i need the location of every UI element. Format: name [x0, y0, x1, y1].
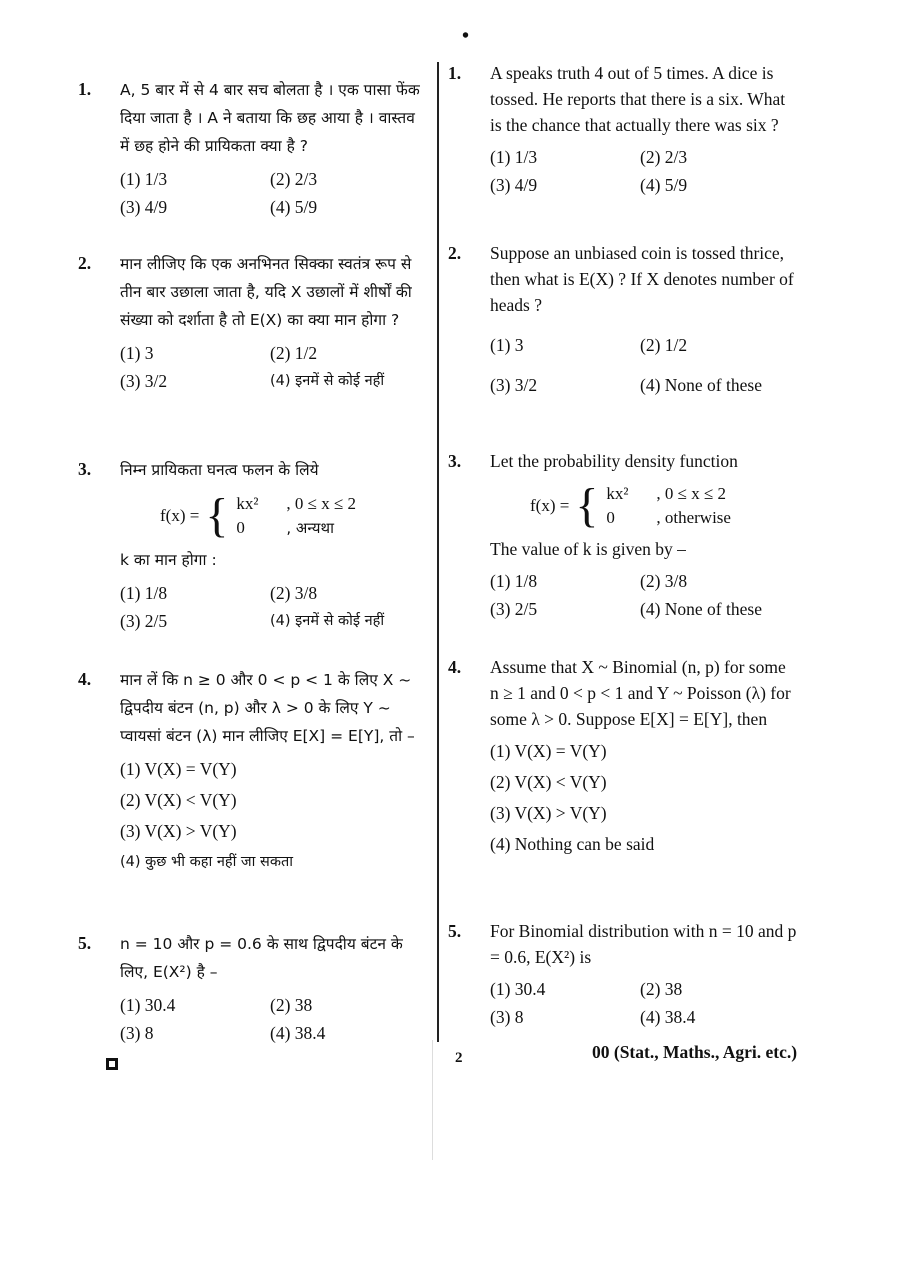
option-3: (3) 8: [490, 1007, 524, 1027]
question-number: 3.: [448, 451, 462, 471]
question-text: A, 5 बार में से 4 बार सच बोलता है । एक पासा फेंक दिया जाता है । A ने बताया कि छह आया है । वास्तव में छह होने की प्रायिकता क्या है ?: [120, 81, 420, 155]
case-2-condition: , अन्यथा: [286, 519, 334, 537]
question-text: निम्न प्रायिकता घनत्व फलन के लिये: [120, 461, 319, 479]
question-text-after: The value of k is given by –: [490, 539, 686, 559]
option-4: (4) कुछ भी कहा नहीं जा सकता: [120, 854, 294, 870]
option-2: (2) 2/3: [640, 147, 688, 167]
question-text: Assume that X ~ Binomial (n, p) for some n ≥ 1 and 0 < p < 1 and Y ~ Poisson (λ) for some λ > 0. Suppose E[X] = E[Y], then: [490, 657, 791, 729]
question-2-english: [448, 240, 798, 398]
question-number: 3.: [78, 459, 92, 479]
option-4: (4) 38.4: [270, 1023, 326, 1043]
question-number: 4.: [78, 669, 92, 689]
options: [490, 568, 798, 622]
case-1-condition: , 0 ≤ x ≤ 2: [656, 484, 727, 503]
case-1-condition: , 0 ≤ x ≤ 2: [286, 494, 357, 513]
options: [120, 166, 428, 220]
question-text: मान लीजिए कि एक अनभिनत सिक्का स्वतंत्र रूप से तीन बार उछाला जाता है, यदि X उछालों में शीर्षों की संख्या को दर्शाता है तो E(X) का क्या मान होगा ?: [120, 255, 412, 329]
option-3: (3) 3/2: [120, 371, 168, 391]
options: [490, 332, 798, 398]
question-4-hindi: [78, 666, 428, 875]
option-1: (1) V(X) = V(Y): [120, 759, 237, 779]
case-1-value: kx²: [236, 494, 259, 513]
column-divider: [437, 62, 439, 1042]
option-1: (1) 1/8: [490, 571, 538, 591]
option-1: (1) 3: [120, 343, 154, 363]
options: [490, 976, 798, 1030]
options: [120, 992, 428, 1046]
brace: {: [575, 479, 599, 532]
option-2: (2) 38: [270, 995, 313, 1015]
question-text: Let the probability density function: [490, 451, 738, 471]
option-1: (1) 1/3: [490, 147, 538, 167]
option-4: (4) इनमें से कोई नहीं: [270, 613, 385, 629]
question-number: 2.: [78, 253, 92, 273]
question-number: 2.: [448, 243, 462, 263]
case-2-condition: , otherwise: [656, 508, 731, 527]
case-1-value: kx²: [606, 484, 629, 503]
question-4-english: [448, 654, 798, 857]
question-number: 5.: [448, 921, 462, 941]
option-2: (2) 3/8: [270, 583, 318, 603]
option-4: (4) 38.4: [640, 1007, 696, 1027]
option-2: (2) 3/8: [640, 571, 688, 591]
option-1: (1) 3: [490, 335, 524, 355]
question-text: A speaks truth 4 out of 5 times. A dice is tossed. He reports that there is a six. What is the chance that actually there was six ?: [490, 63, 786, 135]
scan-artifact-line: [432, 1040, 433, 1160]
question-number: 1.: [448, 63, 462, 83]
density-function: [160, 489, 428, 542]
question-2-hindi: [78, 250, 428, 394]
option-1: (1) 30.4: [490, 979, 546, 999]
option-4: (4) 5/9: [640, 175, 688, 195]
option-4: (4) None of these: [640, 599, 762, 619]
option-2: (2) 1/2: [270, 343, 318, 363]
option-4: (4) इनमें से कोई नहीं: [270, 373, 385, 389]
question-5-english: [448, 918, 798, 1030]
square-marker-icon: [106, 1058, 118, 1070]
option-2: (2) V(X) < V(Y): [120, 790, 237, 810]
option-2: (2) 1/2: [640, 335, 688, 355]
density-function: [530, 479, 798, 532]
option-3: (3) 2/5: [490, 599, 538, 619]
option-3: (3) 2/5: [120, 611, 168, 631]
header-mark: •: [462, 25, 470, 47]
option-2: (2) 2/3: [270, 169, 318, 189]
option-1: (1) 1/3: [120, 169, 168, 189]
function-lhs: f(x) =: [160, 506, 200, 525]
question-text-after: k का मान होगा :: [120, 551, 217, 569]
options: [120, 756, 428, 875]
option-1: (1) V(X) = V(Y): [490, 741, 607, 761]
option-3: (3) 8: [120, 1023, 154, 1043]
options: [490, 738, 798, 857]
case-2-value: 0: [606, 508, 615, 527]
case-2-value: 0: [236, 518, 245, 537]
option-3: (3) V(X) > V(Y): [120, 821, 237, 841]
option-3: (3) 4/9: [490, 175, 538, 195]
question-3-hindi: [78, 456, 428, 634]
question-text: For Binomial distribution with n = 10 and p = 0.6, E(X²) is: [490, 921, 797, 967]
function-lhs: f(x) =: [530, 496, 570, 515]
question-text: मान लें कि n ≥ 0 और 0 < p < 1 के लिए X ~ द्विपदीय बंटन (n, p) और λ > 0 के लिए Y ~ प्वायसां बंटन (λ) मान लीजिए E[X] = E[Y], तो –: [120, 671, 415, 745]
question-text: n = 10 और p = 0.6 के साथ द्विपदीय बंटन के लिए, E(X²) है –: [120, 935, 403, 981]
option-4: (4) Nothing can be said: [490, 834, 655, 854]
brace: {: [205, 489, 229, 542]
option-2: (2) V(X) < V(Y): [490, 772, 607, 792]
question-3-english: [448, 448, 798, 622]
page-number: 2: [455, 1050, 463, 1066]
question-number: 1.: [78, 79, 92, 99]
option-4: (4) 5/9: [270, 197, 318, 217]
option-3: (3) 4/9: [120, 197, 168, 217]
options: [490, 144, 798, 198]
paper-code: 00 (Stat., Maths., Agri. etc.): [592, 1042, 798, 1062]
question-text: Suppose an unbiased coin is tossed thrice, then what is E(X) ? If X denotes number of heads ?: [490, 243, 794, 315]
question-1-hindi: [78, 76, 428, 220]
option-2: (2) 38: [640, 979, 683, 999]
question-1-english: [448, 60, 798, 198]
option-1: (1) 1/8: [120, 583, 168, 603]
question-number: 5.: [78, 933, 92, 953]
question-number: 4.: [448, 657, 462, 677]
question-5-hindi: [78, 930, 428, 1046]
options: [120, 580, 428, 634]
option-4: (4) None of these: [640, 375, 762, 395]
option-3: (3) V(X) > V(Y): [490, 803, 607, 823]
option-1: (1) 30.4: [120, 995, 176, 1015]
options: [120, 340, 428, 394]
option-3: (3) 3/2: [490, 375, 538, 395]
